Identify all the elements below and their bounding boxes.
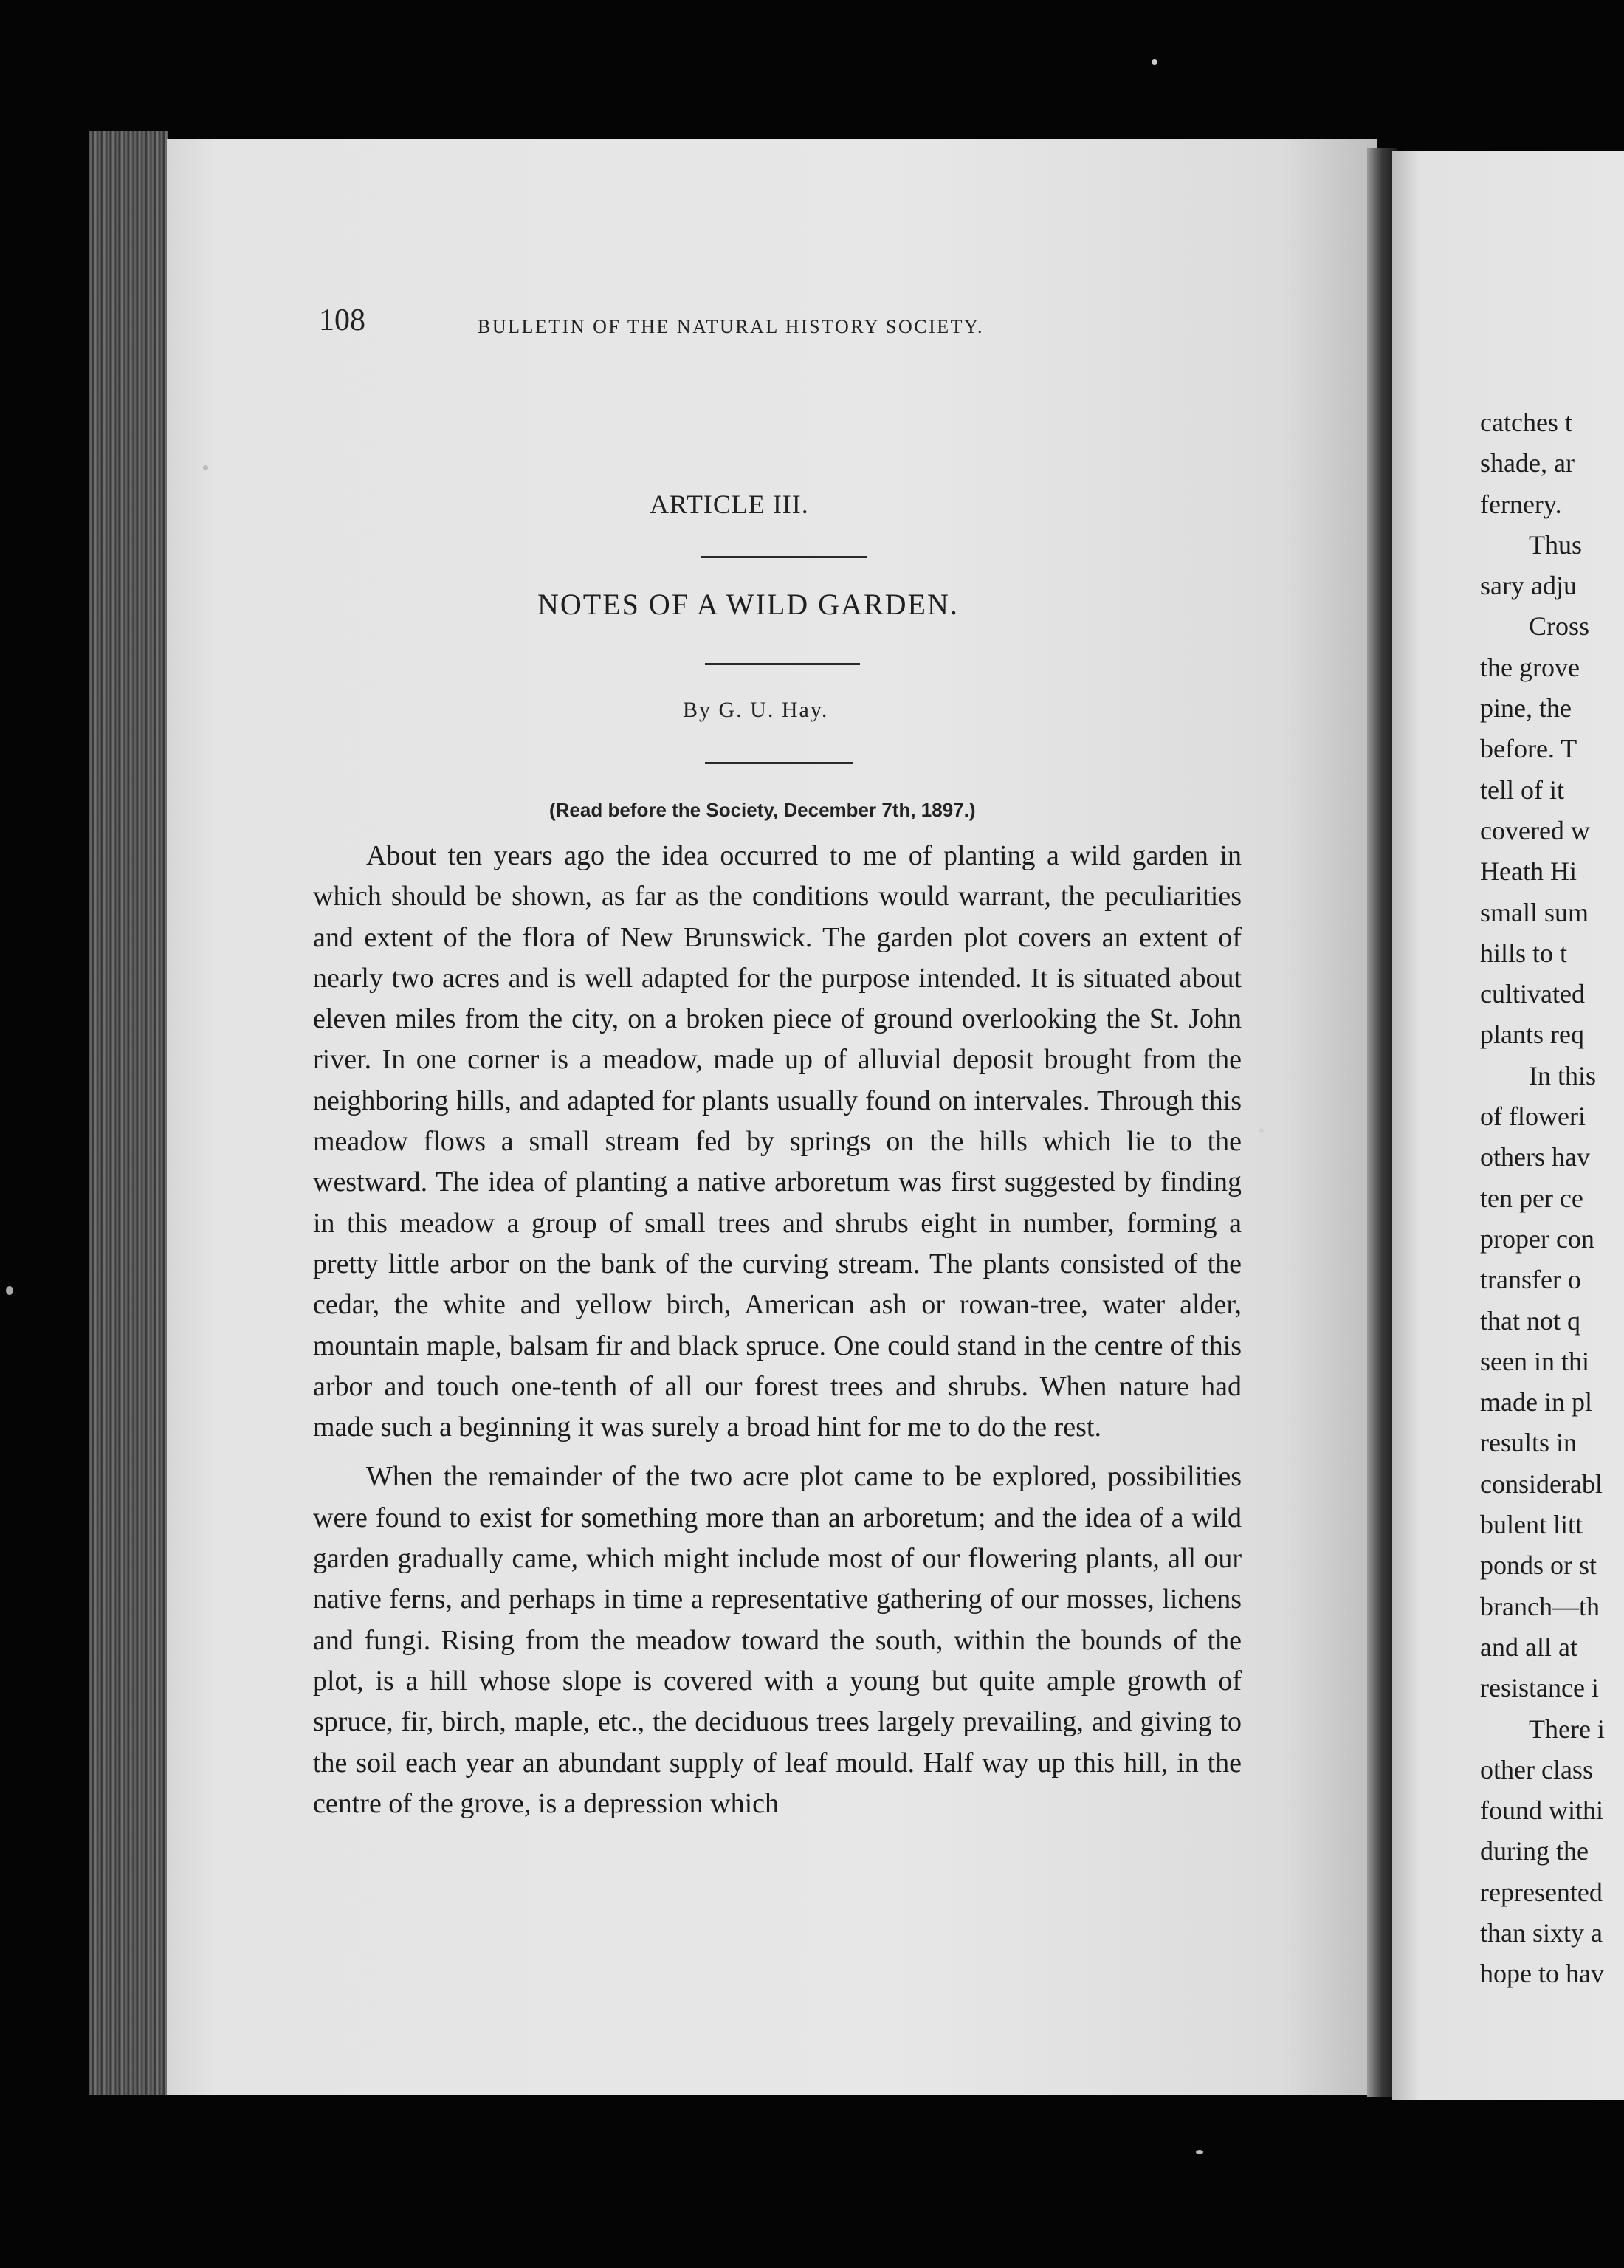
right-page-line: that not q <box>1480 1305 1580 1336</box>
right-page-line: other class <box>1480 1754 1593 1784</box>
right-page-line: Cross <box>1529 611 1590 642</box>
right-page-line: hope to hav <box>1480 1959 1604 1989</box>
right-page-line: branch—th <box>1480 1591 1600 1621</box>
right-page-line: small sum <box>1480 897 1589 927</box>
right-page-line: than sixty a <box>1480 1917 1603 1948</box>
right-page-line: ten per ce <box>1480 1183 1583 1213</box>
right-page-line: fernery. <box>1480 489 1562 519</box>
article-body <box>313 836 1242 1824</box>
byline: By G. U. Hay. <box>683 698 829 722</box>
right-page-line: seen in thi <box>1480 1346 1589 1376</box>
divider-rule <box>705 663 860 665</box>
scan-speck <box>1196 2150 1203 2154</box>
right-page-line: during the <box>1480 1836 1589 1866</box>
scan-speck <box>203 465 208 470</box>
divider-rule <box>705 762 853 764</box>
right-page-line: the grove <box>1480 652 1580 682</box>
right-page-line: catches t <box>1480 408 1572 437</box>
right-page-line: and all at <box>1480 1632 1577 1662</box>
right-page-line: resistance i <box>1480 1673 1599 1703</box>
right-page-line: tell of it <box>1480 774 1564 805</box>
page-number: 108 <box>319 303 365 337</box>
right-page-line: cultivated <box>1480 979 1585 1009</box>
scan-speck <box>1152 59 1157 65</box>
right-page-line: bulent litt <box>1480 1510 1583 1540</box>
right-page-line: shade, ar <box>1480 448 1575 478</box>
right-page-line: hills to t <box>1480 938 1568 968</box>
right-page-line: found withi <box>1480 1796 1603 1826</box>
right-page-line: transfer o <box>1480 1265 1581 1295</box>
scan-speck <box>1259 1128 1264 1133</box>
right-page-line: results in <box>1480 1428 1577 1458</box>
right-page-line: covered w <box>1480 815 1590 845</box>
scan-speck <box>1321 1956 1326 1961</box>
divider-rule <box>701 556 867 558</box>
article-label: ARTICLE III. <box>650 489 809 519</box>
right-page-line: before. T <box>1480 734 1577 764</box>
running-head: BULLETIN OF THE NATURAL HISTORY SOCIETY. <box>478 316 984 337</box>
right-page-line: plants req <box>1480 1020 1584 1050</box>
read-note: (Read before the Society, December 7th, 1897.) <box>549 799 976 821</box>
right-page-text <box>1480 402 1624 1995</box>
left-page-stack-edge <box>89 131 168 2095</box>
right-page-line: Heath Hi <box>1480 856 1577 887</box>
right-page-line: ponds or st <box>1480 1550 1597 1581</box>
right-page-line: others hav <box>1480 1142 1590 1172</box>
right-page-line: There i <box>1529 1714 1605 1744</box>
right-page-line: represented <box>1480 1877 1603 1907</box>
right-page-line: sary adju <box>1480 571 1577 601</box>
right-page-line: pine, the <box>1480 693 1572 724</box>
right-page-line: In this <box>1529 1060 1597 1090</box>
body-paragraph: When the remainder of the two acre plot came to be explored, possibilities were found to exist for something more than an arboretum; and the idea of a wild garden gradually came, which might include most of our flowering plants, all our native ferns, and perhaps in time a representative gathering of our mosses, lichens and fungi. Rising from the meadow toward the south, within the bounds of the plot, is a hill whose slope is covered with a young but quite ample growth of spruce, fir, birch, maple, etc., the deciduous trees largely prevailing, and giving to the soil each year an abundant supply of leaf mould. Half way up this hill, in the centre of the grove, is a depression which <box>313 1461 1242 1819</box>
right-page-line: made in pl <box>1480 1387 1592 1418</box>
right-page-line: Thus <box>1529 529 1582 560</box>
right-page-line: of floweri <box>1480 1102 1586 1132</box>
body-paragraph: About ten years ago the idea occurred to me of planting a wild garden in which should be shown, as far as the conditions would warrant, the peculiarities and extent of the flora of New Brunswick. The garden plot covers an extent of nearly two acres and is well adapted for the purpose intended. It is situated about eleven miles from the city, on a broken piece of ground overlooking the St. John river. In one corner is a meadow, made up of alluvial deposit brought from the neighboring hills, and adapted for plants usually found on intervales. Through this meadow flows a small stream fed by springs on the hills which lie to the westward. The idea of planting a native arboretum was first suggested by finding in this meadow a group of small trees and shrubs eight in number, forming a pretty little arbor on the bank of the curving stream. The plants consisted of the cedar, the white and yellow birch, American ash or rowan-tree, water alder, mountain maple, balsam fir and black spruce. One could stand in the centre of this arbor and touch one-tenth of all our forest trees and shrubs. When nature had made such a beginning it was surely a broad hint for me to do the rest. <box>313 840 1242 1443</box>
scan-speck <box>6 1286 13 1295</box>
article-title: NOTES OF A WILD GARDEN. <box>537 588 959 621</box>
right-page-line: proper con <box>1480 1223 1594 1254</box>
page-header <box>319 303 1249 347</box>
right-page-line: considerabl <box>1480 1468 1603 1499</box>
